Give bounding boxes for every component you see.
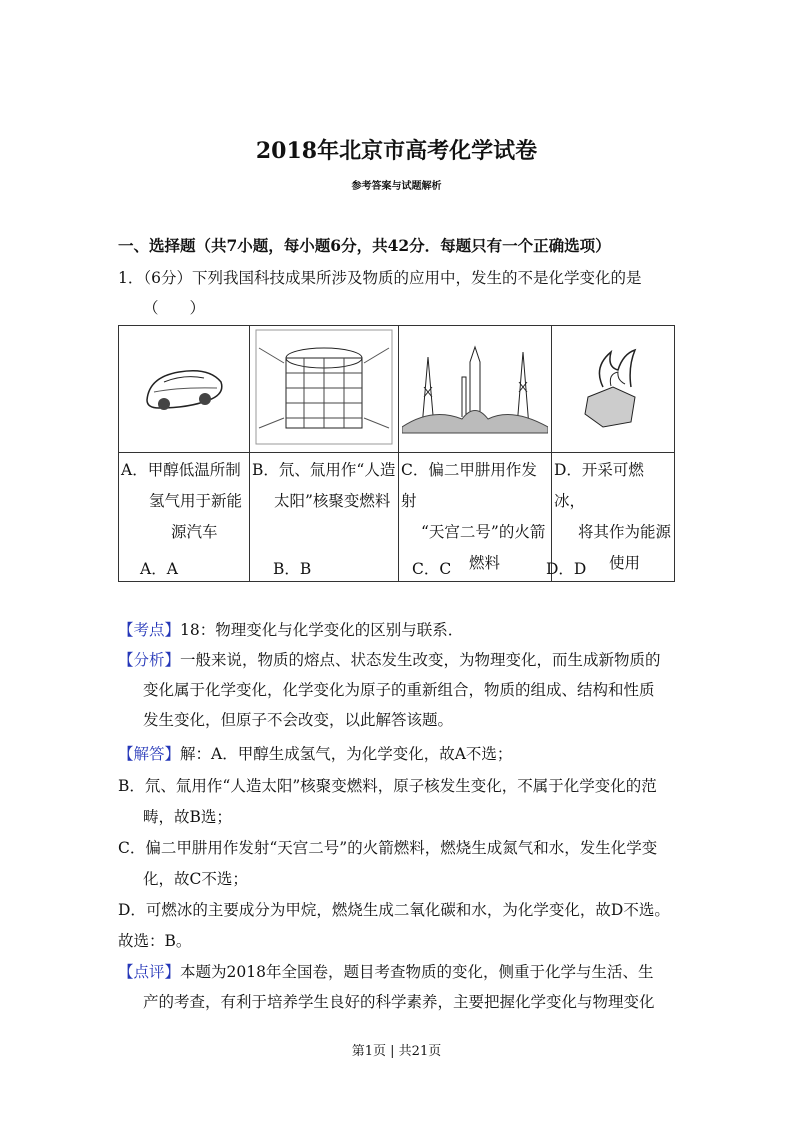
- page-title: 2018年北京市高考化学试卷: [255, 138, 538, 164]
- dianping-line: 产的考查，有利于培养学生良好的科学素养，主要把握化学变化与物理变化: [143, 993, 655, 1011]
- fuel-cell-car-icon: [119, 326, 250, 453]
- dianping: 【点评】本题为2018年全国卷，题目考查物质的变化，侧重于化学与生活、生: [118, 963, 654, 981]
- option-d: D．D: [546, 560, 587, 578]
- choice-cell-a: A．甲醇低温所制 氢气用于新能 源汽车: [119, 453, 250, 582]
- page-footer: 第1页 | 共21页: [351, 1044, 442, 1059]
- jieda-b-cont: 畴，故B选；: [143, 808, 232, 826]
- fusion-reactor-icon: [250, 326, 399, 453]
- option-b: B．B: [273, 560, 312, 578]
- choice-cell-d: D．开采可燃冰， 将其作为能源 使用: [552, 453, 675, 582]
- jieda-b: B．氘、氚用作“人造太阳”核聚变燃料，原子核发生变化，不属于化学变化的范: [118, 777, 657, 795]
- question-stem: 1．（6分）下列我国科技成果所涉及物质的应用中，发生的不是化学变化的是: [118, 269, 642, 287]
- jieda-c-cont: 化，故C不选；: [143, 870, 248, 888]
- choice-cell-b: B．氘、氚用作“人造 太阳”核聚变燃料: [250, 453, 399, 582]
- kaodian: 【考点】18：物理变化与化学变化的区别与联系．: [118, 621, 464, 639]
- answer: 故选：B。: [118, 932, 192, 950]
- question-blank: （ ）: [143, 299, 206, 317]
- section-heading: 一、选择题（共7小题，每小题6分，共42分．每题只有一个正确选项）: [118, 236, 611, 255]
- page-subtitle: 参考答案与试题解析: [351, 181, 442, 192]
- jieda-d: D．可燃冰的主要成分为甲烷，燃烧生成二氧化碳和水，为化学变化，故D不选。: [118, 901, 670, 919]
- option-c: C．C: [412, 560, 452, 578]
- jieda: 【解答】解：A．甲醇生成氢气，为化学变化，故A不选；: [118, 745, 513, 763]
- choice-cell-c: C．偏二甲肼用作发射 “天宫二号”的火箭 燃料: [399, 453, 552, 582]
- fenxi-line: 发生变化，但原子不会改变，以此解答该题。: [143, 711, 454, 729]
- fenxi: 【分析】一般来说，物质的熔点、状态发生改变，为物理变化，而生成新物质的: [118, 651, 661, 669]
- option-a: A．A: [140, 560, 178, 578]
- choices-table: [118, 325, 675, 582]
- fenxi-line: 变化属于化学变化，化学变化为原子的重新组合，物质的组成、结构和性质: [143, 681, 655, 699]
- jieda-c: C．偏二甲肼用作发射“天宫二号”的火箭燃料，燃烧生成氮气和水，发生化学变: [118, 839, 658, 857]
- rocket-launch-icon: [399, 326, 552, 453]
- burning-ice-icon: [552, 326, 675, 453]
